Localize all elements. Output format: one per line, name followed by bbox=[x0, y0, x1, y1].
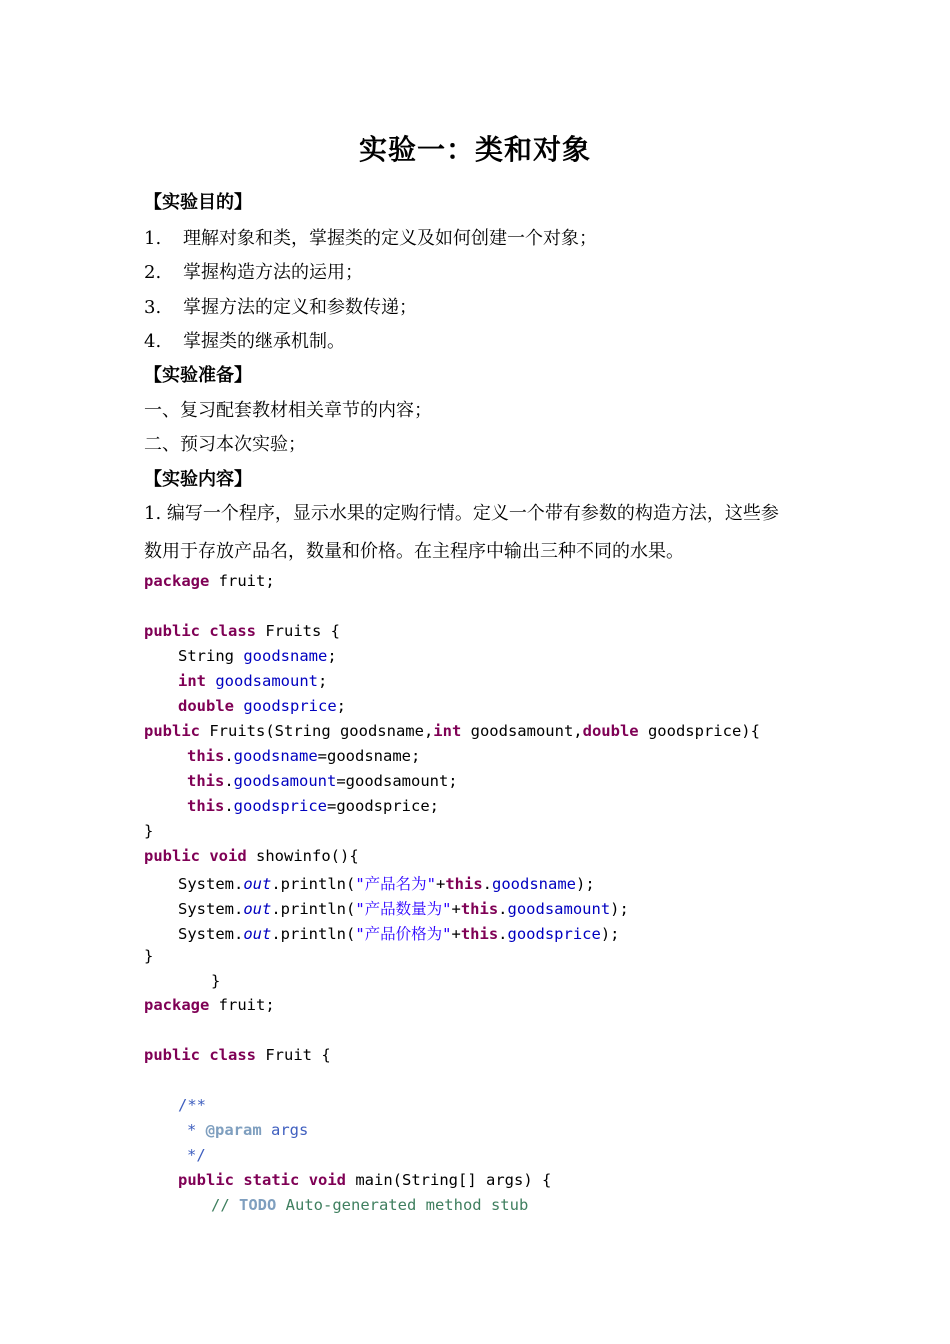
code-line bbox=[144, 1046, 331, 1064]
code-line: } bbox=[144, 822, 154, 840]
doc-tag: @param bbox=[205, 1121, 262, 1139]
code-line bbox=[144, 622, 340, 640]
code-line bbox=[144, 996, 275, 1014]
item-text: 掌握类的继承机制。 bbox=[183, 331, 345, 352]
keyword: this bbox=[445, 875, 483, 893]
code-text: =goodsprice; bbox=[327, 797, 439, 815]
keyword: public bbox=[144, 622, 200, 640]
code-text: ; bbox=[327, 647, 337, 665]
item-text: 理解对象和类，掌握类的定义及如何创建一个对象； bbox=[183, 228, 597, 249]
string-literal: "产品价格为" bbox=[355, 925, 452, 943]
item-text: 掌握方法的定义和参数传递； bbox=[183, 297, 417, 318]
code-text: Fruits(String goodsname, bbox=[200, 722, 434, 740]
code-line: } bbox=[211, 972, 221, 990]
code-line bbox=[178, 697, 346, 715]
code-text: . bbox=[482, 875, 493, 893]
code-text: . bbox=[498, 900, 508, 918]
code-line bbox=[144, 722, 760, 740]
todo-tag: TODO bbox=[239, 1196, 277, 1214]
field-name: goodsname bbox=[233, 747, 318, 765]
code-line bbox=[144, 847, 359, 865]
keyword: int bbox=[178, 672, 206, 690]
task-description-line-2: 数用于存放产品名，数量和价格。在主程序中输出三种不同的水果。 bbox=[144, 541, 684, 562]
code-line: /** bbox=[178, 1096, 206, 1114]
code-text: .println( bbox=[271, 900, 356, 918]
code-text: String bbox=[178, 647, 244, 665]
code-text: + bbox=[451, 925, 461, 943]
purpose-item-4 bbox=[144, 327, 345, 353]
code-text: ; bbox=[336, 697, 347, 715]
code-text: ); bbox=[610, 900, 629, 918]
keyword: double bbox=[582, 722, 639, 740]
code-text: System. bbox=[178, 875, 244, 893]
code-line bbox=[178, 872, 595, 894]
code-text: =goodsname; bbox=[317, 747, 421, 765]
code-text: .println( bbox=[271, 875, 356, 893]
purpose-item-1 bbox=[144, 224, 597, 250]
code-text: ; bbox=[318, 672, 328, 690]
keyword: this bbox=[460, 900, 499, 918]
item-number: 4. bbox=[144, 331, 162, 352]
code-line: } bbox=[144, 947, 154, 965]
keyword: this bbox=[187, 772, 225, 790]
keyword: this bbox=[460, 925, 499, 943]
static-field: out bbox=[243, 900, 272, 918]
code-text: fruit; bbox=[209, 996, 275, 1014]
field-name: goodsprice bbox=[233, 797, 327, 815]
code-text: System. bbox=[178, 925, 244, 943]
purpose-heading: 【实验目的】 bbox=[144, 192, 252, 213]
line-comment: Auto-generated method stub bbox=[276, 1196, 529, 1214]
keyword: void bbox=[209, 847, 247, 865]
field-name: goodsprice bbox=[243, 697, 337, 715]
keyword: double bbox=[178, 697, 234, 715]
code-line bbox=[187, 1121, 308, 1139]
purpose-item-3 bbox=[144, 293, 417, 319]
line-comment: // bbox=[211, 1196, 239, 1214]
keyword: void bbox=[308, 1171, 347, 1189]
code-line bbox=[187, 747, 420, 765]
keyword: class bbox=[209, 1046, 257, 1064]
code-text: . bbox=[224, 797, 234, 815]
static-field: out bbox=[243, 875, 272, 893]
code-text: showinfo(){ bbox=[246, 847, 359, 865]
field-name: goodsamount bbox=[507, 900, 611, 918]
static-field: out bbox=[243, 925, 272, 943]
code-line bbox=[178, 672, 327, 690]
doc-comment: * bbox=[187, 1121, 206, 1139]
code-text: System. bbox=[178, 900, 244, 918]
code-line bbox=[187, 797, 439, 815]
keyword: public bbox=[144, 722, 200, 740]
purpose-item-2 bbox=[144, 258, 363, 284]
field-name: goodsprice bbox=[507, 925, 601, 943]
keyword: package bbox=[144, 996, 210, 1014]
code-text: main(String[] args) { bbox=[346, 1171, 552, 1189]
code-text: goodsprice){ bbox=[638, 722, 760, 740]
code-text: . bbox=[498, 925, 508, 943]
code-text: . bbox=[224, 747, 234, 765]
doc-comment: args bbox=[261, 1121, 309, 1139]
code-text: Fruits { bbox=[256, 622, 341, 640]
keyword: public bbox=[144, 1046, 200, 1064]
string-literal: "产品数量为" bbox=[355, 900, 452, 918]
code-text: fruit; bbox=[209, 572, 275, 590]
code-text: + bbox=[436, 875, 446, 893]
keyword: package bbox=[144, 572, 210, 590]
code-line bbox=[211, 1196, 528, 1214]
code-line bbox=[178, 1171, 551, 1189]
keyword: this bbox=[187, 797, 225, 815]
item-text: 掌握构造方法的运用； bbox=[183, 262, 363, 283]
keyword: public bbox=[178, 1171, 234, 1189]
page-title: 实验一：类和对象 bbox=[358, 133, 591, 166]
task-description-line-1: 1. 编写一个程序，显示水果的定购行情。定义一个带有参数的构造方法，这些参 bbox=[144, 503, 779, 524]
prep-heading: 【实验准备】 bbox=[144, 365, 252, 386]
code-line bbox=[178, 647, 337, 665]
keyword: class bbox=[209, 622, 257, 640]
keyword: this bbox=[187, 747, 225, 765]
item-number: 1. bbox=[144, 228, 162, 249]
code-text: Fruit { bbox=[256, 1046, 331, 1064]
field-name: goodsname bbox=[243, 647, 328, 665]
code-line bbox=[187, 772, 458, 790]
string-literal: "产品名为" bbox=[355, 875, 436, 893]
code-text: goodsamount, bbox=[461, 722, 583, 740]
code-text: ); bbox=[576, 875, 595, 893]
code-line bbox=[178, 922, 620, 944]
code-line bbox=[144, 572, 275, 590]
field-name: goodsamount bbox=[215, 672, 318, 690]
code-text: . bbox=[224, 772, 234, 790]
code-text: + bbox=[451, 900, 461, 918]
prep-item-2: 二、预习本次实验； bbox=[144, 434, 306, 455]
prep-item-1: 一、复习配套教材相关章节的内容； bbox=[144, 400, 432, 421]
keyword: static bbox=[243, 1171, 300, 1189]
keyword: int bbox=[433, 722, 462, 740]
item-number: 2. bbox=[144, 262, 162, 283]
code-line: */ bbox=[187, 1146, 206, 1164]
code-text: .println( bbox=[271, 925, 356, 943]
code-line bbox=[178, 897, 629, 919]
keyword: public bbox=[144, 847, 200, 865]
field-name: goodsname bbox=[492, 875, 577, 893]
item-number: 3. bbox=[144, 297, 162, 318]
content-heading: 【实验内容】 bbox=[144, 469, 252, 490]
field-name: goodsamount bbox=[233, 772, 337, 790]
code-text: =goodsamount; bbox=[336, 772, 458, 790]
code-text: ); bbox=[600, 925, 620, 943]
